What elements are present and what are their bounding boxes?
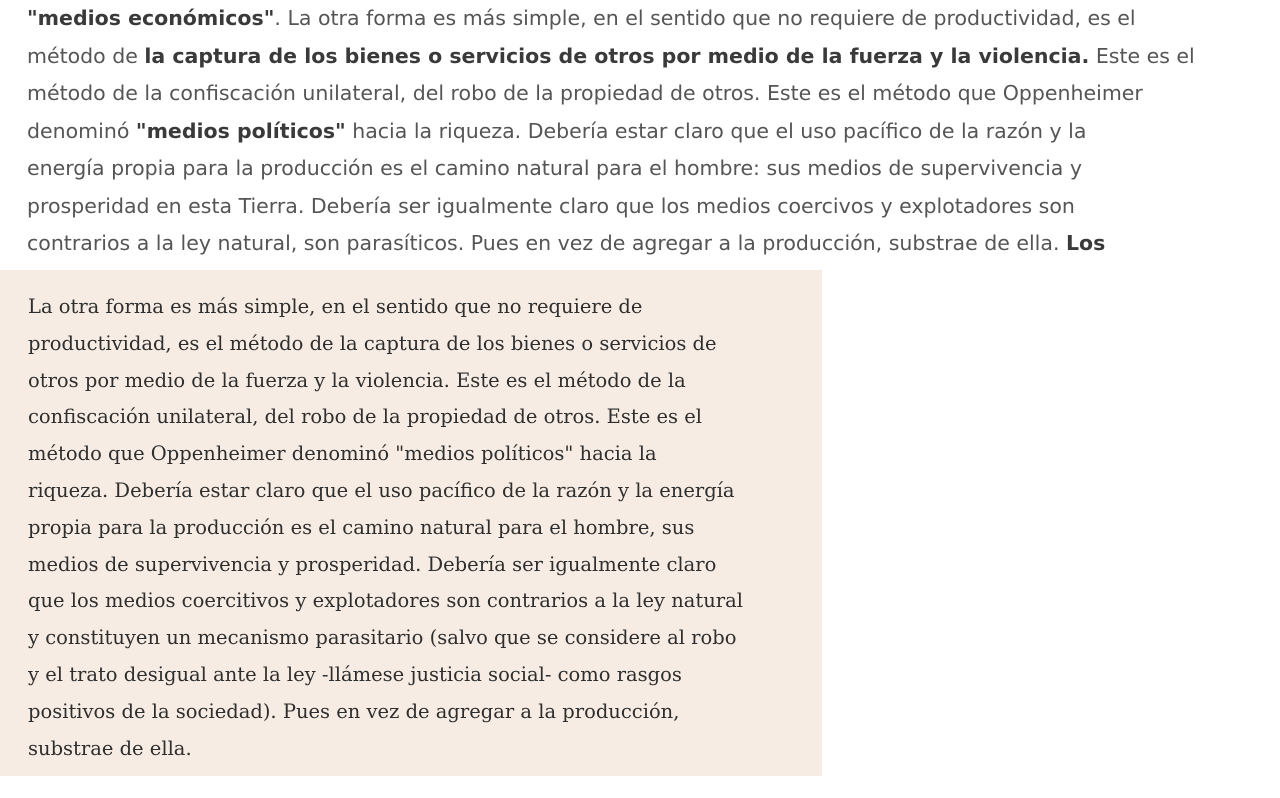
quote-line: y el trato desigual ante la ley -llámese justicia social- como rasgos [28,662,682,686]
quote-line: positivos de la sociedad). Pues en vez de agregar a la producción, [28,699,680,723]
quote-line: método que Oppenheimer denominó "medios políticos" hacia la [28,442,657,466]
text-run: denominó [27,118,136,143]
text-run: hacia la riqueza. Debería estar claro que el uso pacífico de la razón y la [345,118,1087,143]
bold-phrase: Los [1065,231,1106,255]
text-run: contrarios a la ley natural, son parasíticos. Pues en vez de agregar a la producción, substrae de ella. [27,231,1066,255]
article-line-2 [27,38,1280,76]
quote-line: riqueza. Debería estar claro que el uso pacífico de la razón y la energía [28,478,735,502]
text-run: Este es el [1089,43,1195,68]
article-line-5: energía propia para la producción es el camino natural para el hombre: sus medios de supervivencia y [27,156,1082,180]
article-line-7 [27,225,1280,263]
article-line-1 [27,0,1280,38]
quote-line: propia para la producción es el camino natural para el hombre, sus [28,515,695,539]
bold-phrase: "medios económicos" [27,6,275,30]
quote-line: La otra forma es más simple, en el sentido que no requiere de [28,295,643,318]
quote-line: otros por medio de la fuerza y la violencia. Este es el método de la [28,368,686,392]
quote-line: confiscación unilateral, del robo de la propiedad de otros. Este es el [28,405,703,429]
article-line-6: prosperidad en esta Tierra. Debería ser igualmente claro que los medios coercivos y explotadores son [27,193,1075,218]
quote-line: substrae de ella. [28,736,192,760]
text-run: . La otra forma es más simple, en el sentido que no requiere de productividad, es el [274,6,1136,30]
quote-line: productividad, es el método de la captura de los bienes o servicios de [28,331,717,355]
article-line-4 [27,113,1280,151]
article-text [27,0,1280,263]
blockquote [28,289,818,767]
bold-phrase: la captura de los bienes o servicios de otros por medio de la fuerza y la violencia. [144,43,1090,68]
quote-line: y constituyen un mecanismo parasitario (salvo que se considere al robo [28,626,737,650]
article-line-3: método de la confiscación unilateral, del robo de la propiedad de otros. Este es el método que Oppenheimer [27,81,1143,105]
quote-line: medios de supervivencia y prosperidad. Debería ser igualmente claro [28,552,717,576]
quote-line: que los medios coercitivos y explotadores son contrarios a la ley natural [28,589,743,613]
bold-phrase: "medios políticos" [135,118,346,143]
text-run: método de [27,43,145,68]
